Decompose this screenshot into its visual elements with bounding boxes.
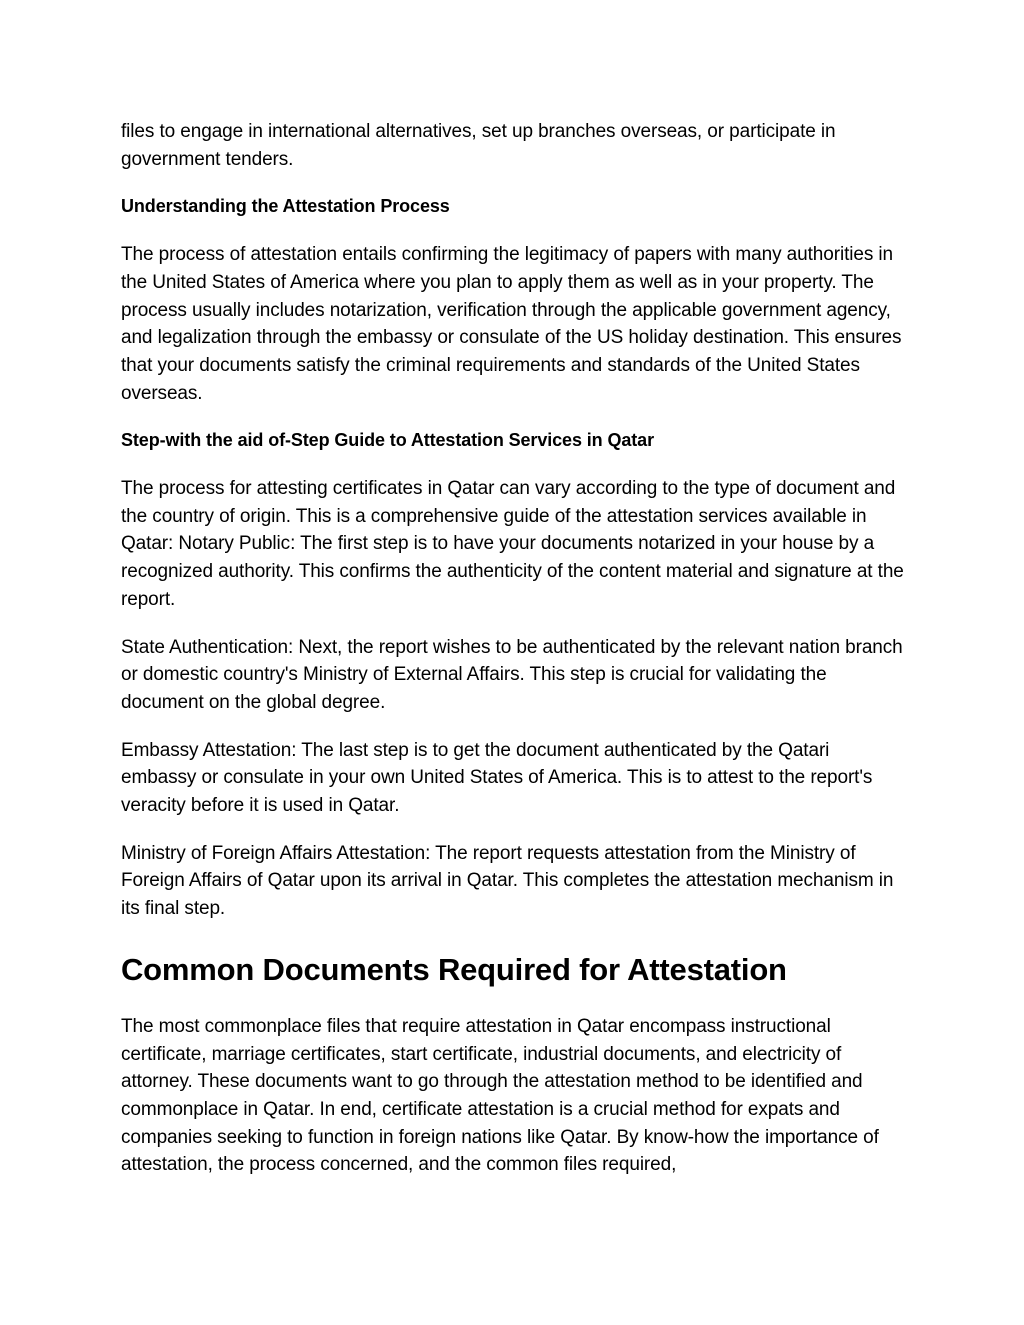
paragraph-common-documents: The most commonplace files that require attestation in Qatar encompass instructional certificate, marriage certificates, start certificate, industrial documents, and electricity of attorney. These documents want to go through the attestation method to be identified and commonplace in Qatar. In end, certificate attestation is a crucial method for expats and companies seeking to function in foreign nations like Qatar. By know-how the importance of attestation, the process concerned, and the common files required, bbox=[121, 1015, 879, 1176]
paragraph-step-guide: The process for attesting certificates in Qatar can vary according to the type of document and the country of origin. This is a comprehensive guide of the attestation services available in Qatar: Notary Public: The first step is to have your documents notarized in your house by a recognized authority. This confirms the authenticity of the content material and signature at the report. bbox=[121, 478, 904, 610]
paragraph-state-authentication: State Authentication: Next, the report wishes to be authenticated by the relevant nation branch or domestic country's Ministry of External Affairs. This step is crucial for validating the document on the global degree. bbox=[121, 636, 903, 713]
section-title-common-documents: Common Documents Required for Attestation bbox=[121, 951, 787, 987]
paragraph-mofa-attestation: Ministry of Foreign Affairs Attestation: The report requests attestation from the Ministry of Foreign Affairs of Qatar upon its arrival in Qatar. This completes the attestation mechanism in its final step. bbox=[121, 842, 894, 920]
heading-understanding-attestation: Understanding the Attestation Process bbox=[121, 196, 450, 217]
paragraph-embassy-attestation: Embassy Attestation: The last step is to get the document authenticated by the Qatari embassy or consulate in your own United States of America. This is to attest to the report's veracity before it is used in Qatar. bbox=[121, 739, 873, 817]
document-page bbox=[121, 118, 907, 1179]
heading-step-guide: Step-with the aid of-Step Guide to Attestation Services in Qatar bbox=[121, 430, 655, 451]
paragraph-attestation-process: The process of attestation entails confirming the legitimacy of papers with many authorities in the United States of America where you plan to apply them as well as in your property. The process usually includes notarization, verification through the applicable government agency, and legalization through the embassy or consulate of the US holiday destination. This ensures that your documents satisfy the criminal requirements and standards of the United States overseas. bbox=[121, 244, 902, 404]
paragraph-intro-continuation: files to engage in international alternatives, set up branches overseas, or participate in government tenders. bbox=[121, 121, 836, 170]
